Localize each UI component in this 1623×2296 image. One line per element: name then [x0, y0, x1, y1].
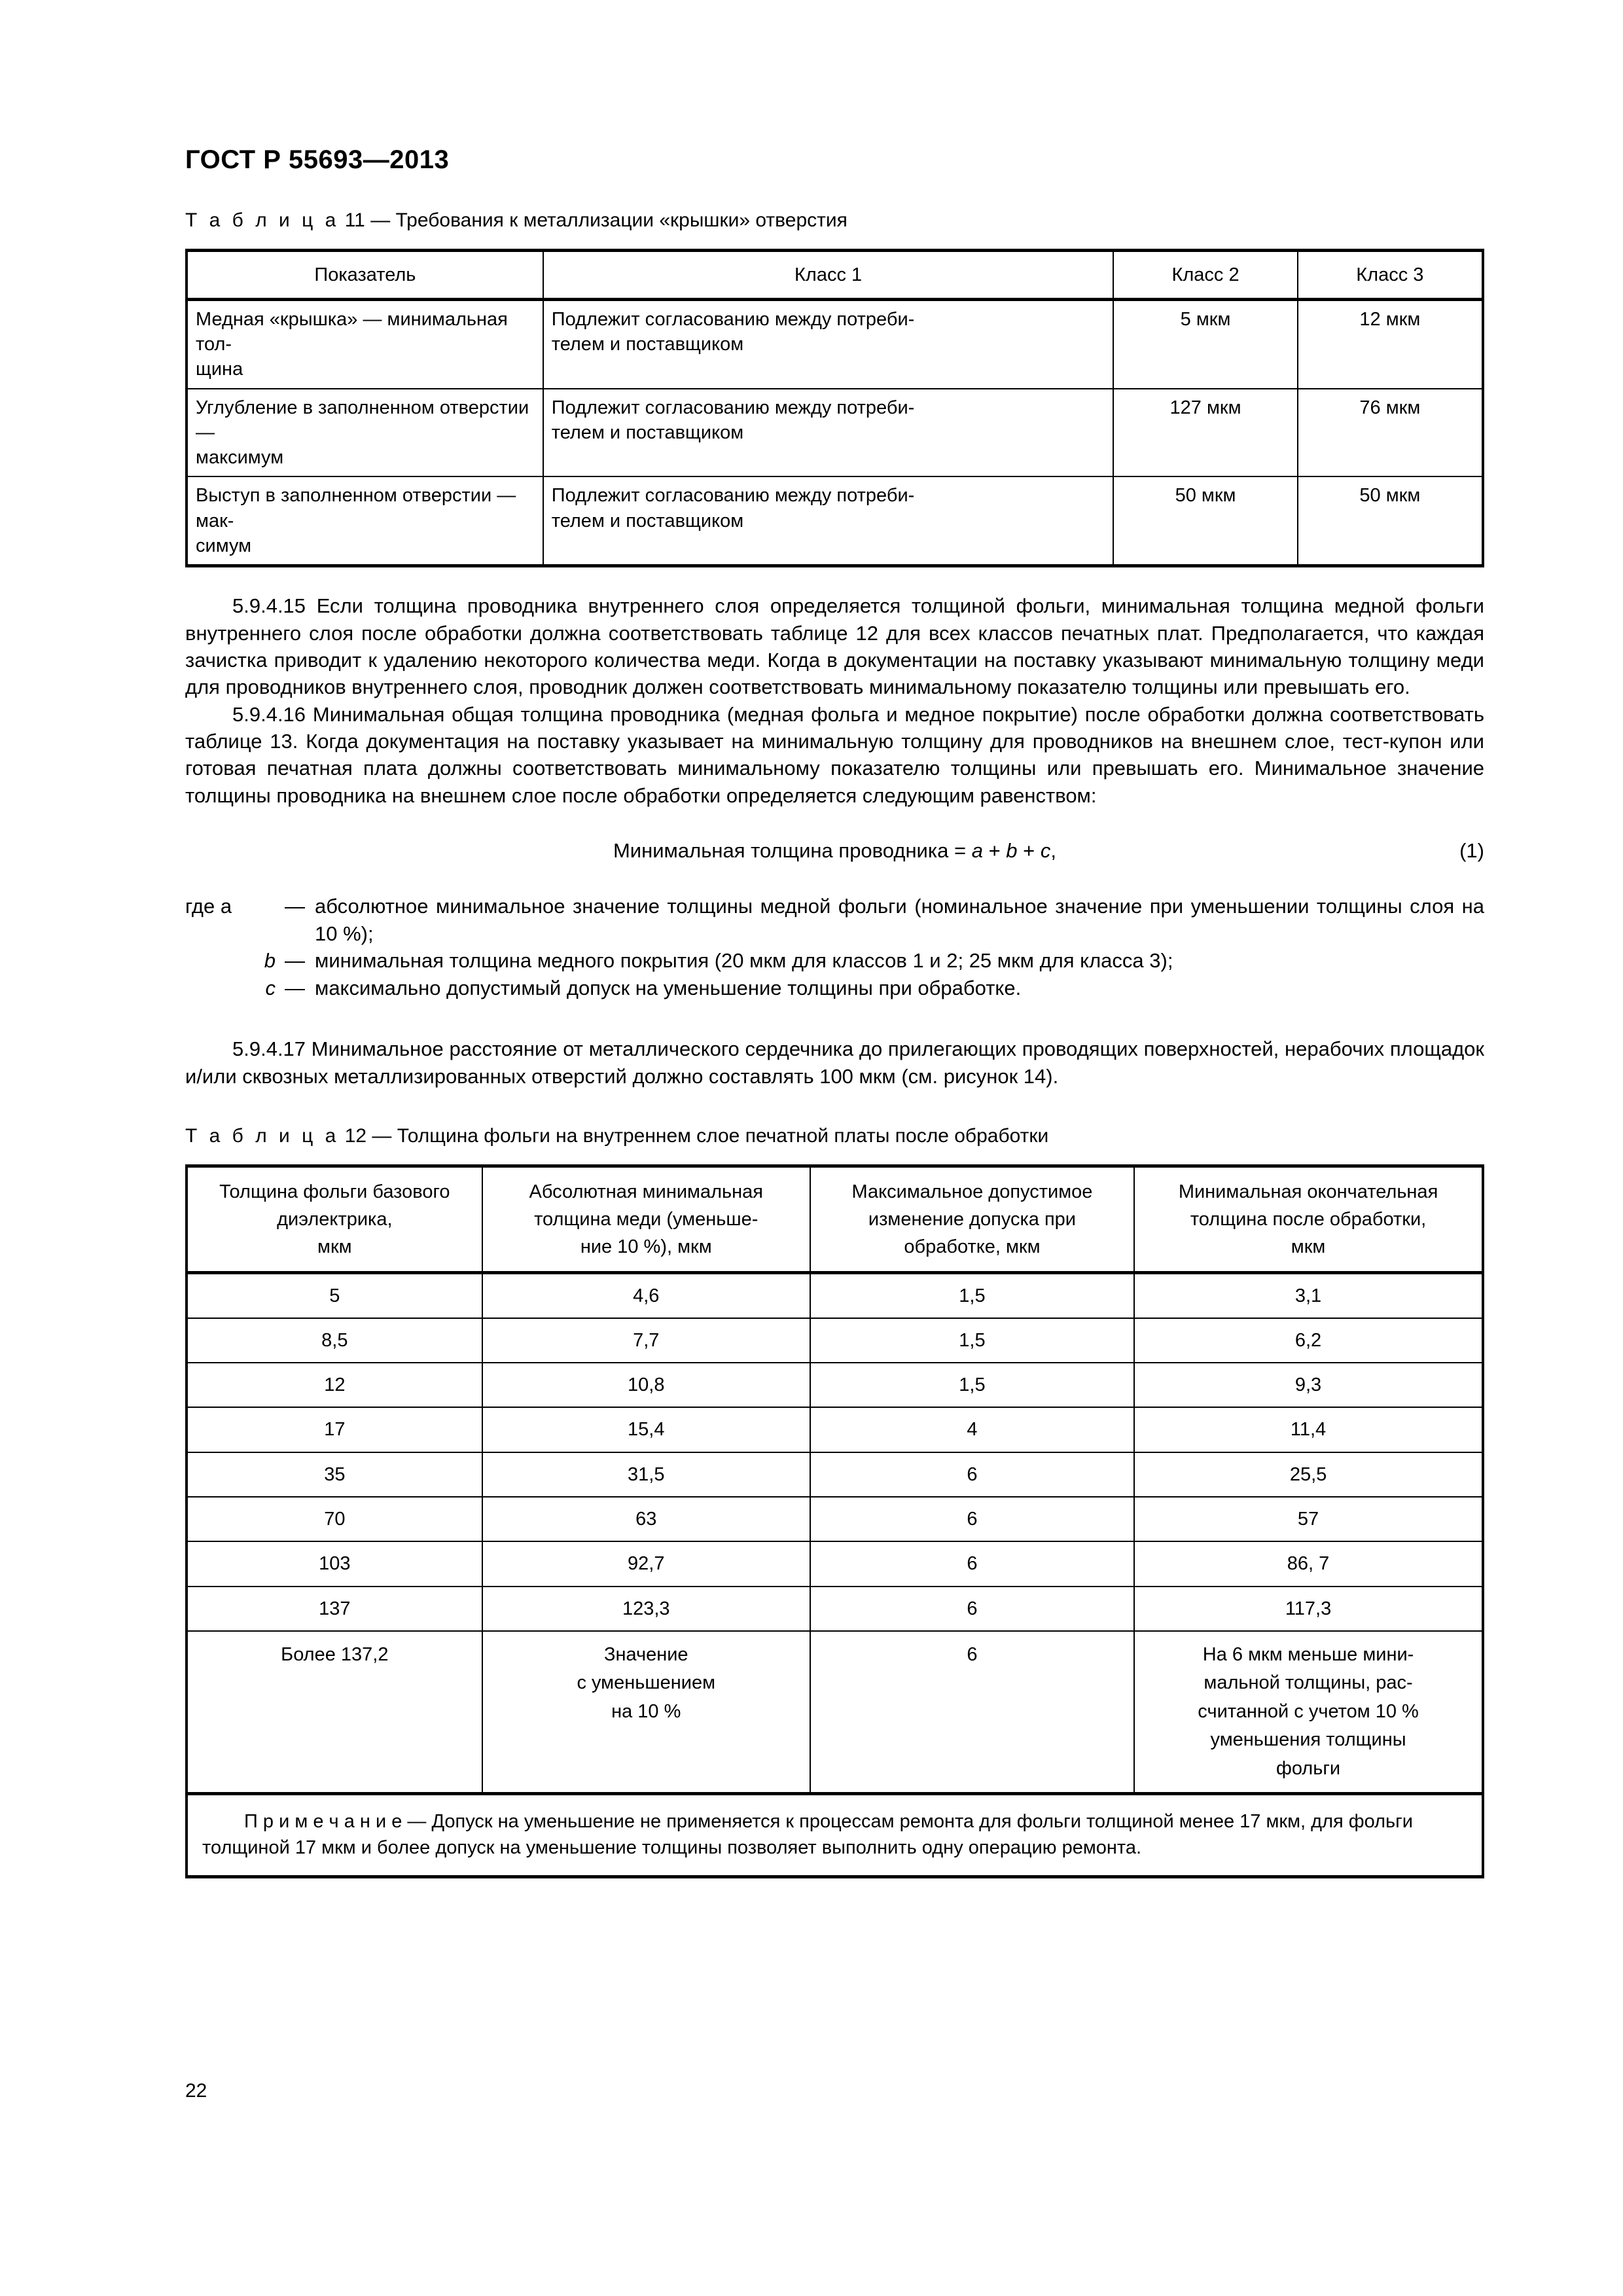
table-12-cell-c2: 63 — [482, 1497, 810, 1541]
table-row — [187, 476, 1483, 565]
table-11-caption-prefix: Т а б л и ц а — [185, 209, 340, 231]
table-12-cell-c4: 57 — [1134, 1497, 1483, 1541]
table-row — [187, 1318, 1483, 1363]
where-def-c: максимально допустимый допуск на уменьшение толщины при обработке. — [315, 976, 1022, 999]
table-12-col-header-min-final-thickness: Минимальная окончательная толщина после обработки, мкм — [1134, 1166, 1483, 1272]
table-12-header-row — [187, 1166, 1483, 1272]
table-12-cell-c2: 7,7 — [482, 1318, 810, 1363]
table-12-cell-c3: 4 — [810, 1407, 1134, 1452]
table-row — [187, 1407, 1483, 1452]
table-11-caption-dash: — — [370, 209, 391, 231]
table-12-cell-c3: 1,5 — [810, 1363, 1134, 1407]
formula-var-b: b — [1006, 839, 1018, 863]
table-12-cell-c1: Более 137,2 — [187, 1631, 482, 1794]
table-12-cell-c2: 15,4 — [482, 1407, 810, 1452]
table-12-caption-prefix: Т а б л и ц а — [185, 1125, 340, 1147]
table-12-cell-c4: 6,2 — [1134, 1318, 1483, 1363]
table-12-caption-text: Толщина фольги на внутреннем слое печатной платы после обработки — [397, 1125, 1049, 1147]
table-12-cell-c4: 9,3 — [1134, 1363, 1483, 1407]
where-item-a — [185, 893, 1484, 947]
table-11-col-header-class3: Класс 3 — [1298, 250, 1483, 299]
table-11-col-header-parameter: Показатель — [187, 250, 543, 299]
formula-comma: , — [1050, 839, 1057, 863]
table-11-col-header-class1: Класс 1 — [543, 250, 1114, 299]
table-12-head — [187, 1166, 1483, 1272]
table-11-caption-number: 11 — [344, 209, 365, 231]
table-11 — [185, 249, 1484, 568]
table-12-cell-c3: 6 — [810, 1497, 1134, 1541]
table-11-cell-class2: 127 мкм — [1113, 389, 1297, 477]
table-11-cell-param: Медная «крышка» — минимальная тол- щина — [187, 299, 543, 388]
table-12-cell-c2: 31,5 — [482, 1452, 810, 1497]
table-row — [187, 389, 1483, 477]
formula-var-a: a — [971, 839, 983, 863]
table-12-cell-c2: Значение с уменьшением на 10 % — [482, 1631, 810, 1794]
formula-plus-2: + — [1017, 839, 1041, 863]
table-12-cell-c4: 86, 7 — [1134, 1541, 1483, 1586]
table-12-cell-c4: 117,3 — [1134, 1587, 1483, 1631]
where-lead-a: где a — [185, 895, 232, 918]
table-11-head — [187, 250, 1483, 299]
table-12-cell-c4: На 6 мкм меньше мини- мальной толщины, рас- считанной с учетом 10 % уменьшения толщины фольги — [1134, 1631, 1483, 1794]
where-dash-b: — — [285, 949, 305, 973]
where-def-b: минимальная толщина медного покрытия (20 мкм для классов 1 и 2; 25 мкм для класса 3); — [315, 949, 1173, 973]
table-11-cell-class2: 5 мкм — [1113, 299, 1297, 388]
table-row — [187, 1631, 1483, 1794]
where-item-c — [185, 975, 1484, 1002]
table-12-cell-c1: 17 — [187, 1407, 482, 1452]
formula-1 — [185, 839, 1484, 863]
table-12-note-row — [187, 1794, 1483, 1877]
table-11-cell-param: Углубление в заполненном отверстии — максимум — [187, 389, 543, 477]
table-12-cell-c3: 6 — [810, 1587, 1134, 1631]
table-11-cell-param: Выступ в заполненном отверстии — мак- симум — [187, 476, 543, 565]
table-12-cell-c3: 6 — [810, 1631, 1134, 1794]
clause-5-9-4-17-block — [185, 1035, 1484, 1090]
table-12-cell-c3: 1,5 — [810, 1318, 1134, 1363]
table-12-cell-c3: 1,5 — [810, 1272, 1134, 1318]
table-11-cell-class1: Подлежит согласованию между потреби- телем и поставщиком — [543, 389, 1114, 477]
where-item-b — [185, 947, 1484, 975]
table-12-cell-c4: 25,5 — [1134, 1452, 1483, 1497]
table-12-note: П р и м е ч а н и е — Допуск на уменьшение не применяется к процессам ремонта для фольги толщиной менее 17 мкм, для фольги толщиной 17 мкм и более допуск на уменьшение толщины позволяет выполнить одну операцию ремонта. — [187, 1794, 1483, 1877]
formula-number: (1) — [1459, 839, 1484, 863]
table-11-header-row — [187, 250, 1483, 299]
table-11-cell-class3: 50 мкм — [1298, 476, 1483, 565]
table-12-col-header-absolute-min-copper: Абсолютная минимальная толщина меди (уменьше- ние 10 %), мкм — [482, 1166, 810, 1272]
table-11-col-header-class2: Класс 2 — [1113, 250, 1297, 299]
table-12-col-header-base-foil-thickness: Толщина фольги базового диэлектрика, мкм — [187, 1166, 482, 1272]
table-12-caption-dash: — — [372, 1125, 392, 1147]
table-12-cell-c1: 70 — [187, 1497, 482, 1541]
where-lead-b: b — [264, 949, 276, 973]
table-11-cell-class1: Подлежит согласованию между потреби- телем и поставщиком — [543, 476, 1114, 565]
formula-var-c: c — [1040, 839, 1051, 863]
table-12-caption — [185, 1124, 1484, 1149]
table-11-caption-text: Требования к металлизации «крышки» отверстия — [395, 209, 847, 231]
clause-5-9-4-17: 5.9.4.17 Минимальное расстояние от металлического сердечника до прилегающих проводящих поверхностей, нерабочих площадок и/или сквозных металлизированных отверстий должно составлять 100 мкм (см. рисунок 14). — [185, 1037, 1484, 1088]
formula-lhs: Минимальная толщина проводника = — [613, 839, 972, 863]
table-12-cell-c1: 103 — [187, 1541, 482, 1586]
table-12-cell-c2: 92,7 — [482, 1541, 810, 1586]
table-row — [187, 1587, 1483, 1631]
clause-5-9-4-15: 5.9.4.15 Если толщина проводника внутреннего слоя определяется толщиной фольги, минимальная толщина медной фольги внутреннего слоя после обработки должна соответствовать таблице 12 для всех классов печатных плат. Предполагается, что каждая зачистка приводит к удалению некоторого количества меди. Когда в документации на поставку указывают минимальную толщину меди для проводников внутреннего слоя, проводник должен соответствовать минимальному показателю толщины или превышать его. — [185, 594, 1484, 699]
formula-plus-1: + — [982, 839, 1007, 863]
table-12-caption-number: 12 — [344, 1125, 367, 1147]
table-12-cell-c1: 12 — [187, 1363, 482, 1407]
table-12-cell-c2: 123,3 — [482, 1587, 810, 1631]
table-11-cell-class3: 12 мкм — [1298, 299, 1483, 388]
table-row — [187, 1541, 1483, 1586]
table-11-cell-class2: 50 мкм — [1113, 476, 1297, 565]
table-12 — [185, 1164, 1484, 1879]
page-content — [185, 0, 1484, 1878]
table-12-cell-c4: 11,4 — [1134, 1407, 1483, 1452]
table-11-body — [187, 299, 1483, 565]
table-row — [187, 1363, 1483, 1407]
table-12-cell-c1: 137 — [187, 1587, 482, 1631]
table-12-cell-c1: 5 — [187, 1272, 482, 1318]
table-12-cell-c2: 10,8 — [482, 1363, 810, 1407]
where-definitions — [185, 893, 1484, 1001]
table-12-body — [187, 1272, 1483, 1877]
page-number: 22 — [185, 2080, 207, 2102]
table-12-cell-c2: 4,6 — [482, 1272, 810, 1318]
table-11-caption — [185, 208, 1484, 233]
table-12-cell-c1: 8,5 — [187, 1318, 482, 1363]
table-12-cell-c1: 35 — [187, 1452, 482, 1497]
table-row — [187, 299, 1483, 388]
table-row — [187, 1452, 1483, 1497]
table-12-cell-c3: 6 — [810, 1452, 1134, 1497]
table-row — [187, 1272, 1483, 1318]
table-12-cell-c4: 3,1 — [1134, 1272, 1483, 1318]
standard-number-header: ГОСТ Р 55693—2013 — [185, 145, 450, 174]
table-row — [187, 1497, 1483, 1541]
where-def-a: абсолютное минимальное значение толщины медной фольги (номинальное значение при уменьшении толщины слоя на 10 %); — [315, 895, 1484, 945]
table-12-cell-c3: 6 — [810, 1541, 1134, 1586]
table-12-col-header-max-allowed-change: Максимальное допустимое изменение допуска при обработке, мкм — [810, 1166, 1134, 1272]
where-dash-c: — — [285, 976, 305, 999]
clause-5-9-4-16: 5.9.4.16 Минимальная общая толщина проводника (медная фольга и медное покрытие) после обработки должна соответствовать таблице 13. Когда документация на поставку указывает на минимальную толщину для проводников на внешнем слое, тест-купон или готовая печатная плата должны соответствовать минимальному показателю толщины или превышать его. Минимальное значение толщины проводника на внешнем слое после обработки определяется следующим равенством: — [185, 702, 1484, 807]
table-11-cell-class3: 76 мкм — [1298, 389, 1483, 477]
table-11-cell-class1: Подлежит согласованию между потреби- телем и поставщиком — [543, 299, 1114, 388]
where-lead-c: c — [265, 976, 276, 999]
clause-paragraphs — [185, 592, 1484, 809]
where-dash-a: — — [285, 895, 305, 918]
